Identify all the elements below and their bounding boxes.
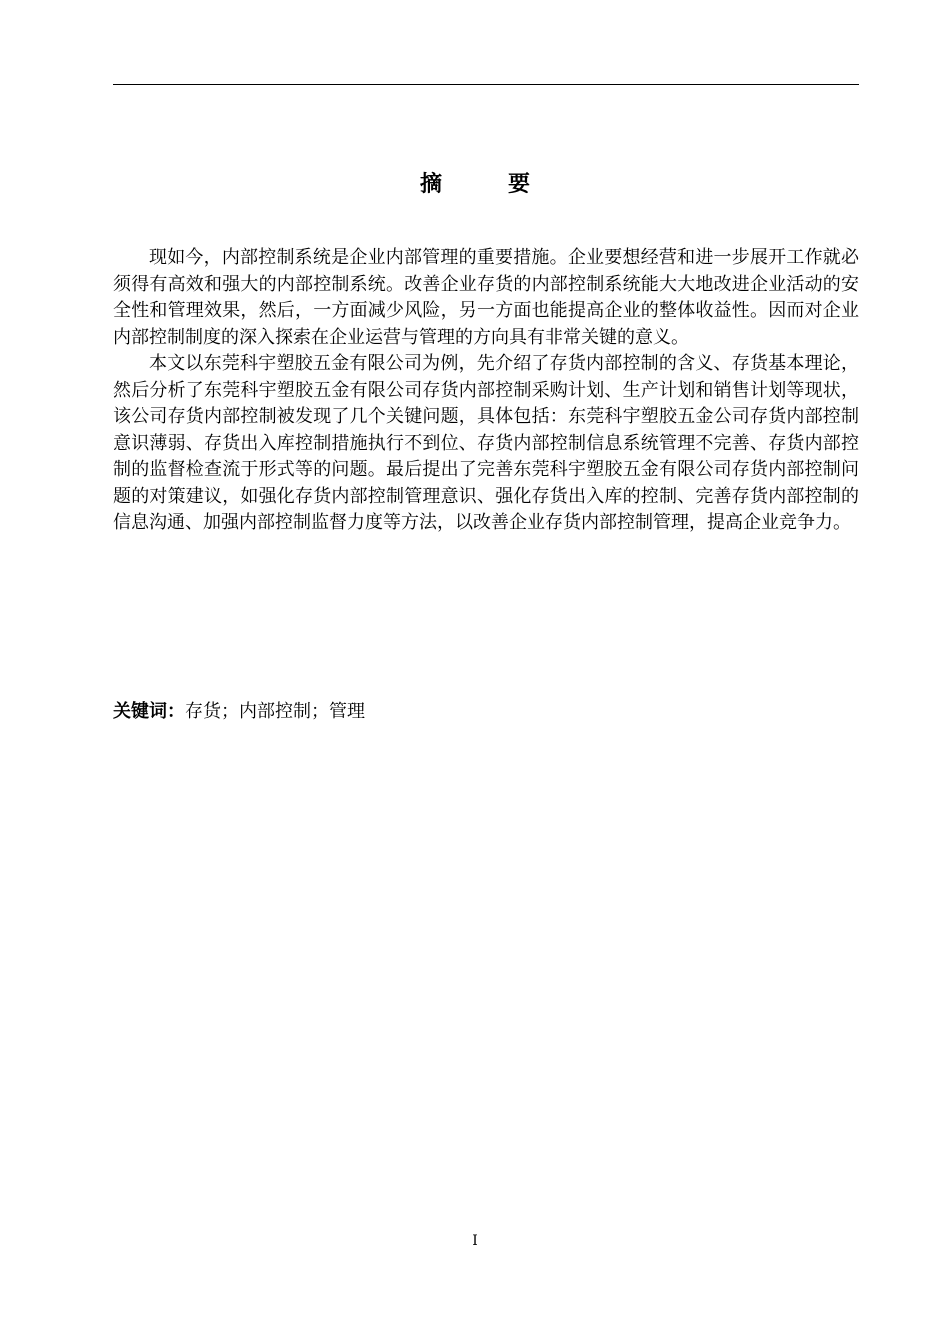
keywords-value: 存货；内部控制；管理 [185, 701, 365, 722]
abstract-title: 摘 要 [419, 172, 552, 197]
keywords-label: 关键词： [113, 701, 185, 722]
abstract-paragraph-2: 本文以东莞科宇塑胶五金有限公司为例，先介绍了存货内部控制的含义、存货基本理论，然后分析了东莞科宇塑胶五金有限公司存货内部控制采购计划、生产计划和销售计划等现状，该公司存货内部控制被发现了几个关键问题，具体包括：东莞科宇塑胶五金公司存货内部控制意识薄弱、存货出入库控制措施执行不到位、存货内部控制信息系统管理不完善、存货内部控制的监督检查流于形式等的问题。最后提出了完善东莞科宇塑胶五金有限公司存货内部控制问题的对策建议，如强化存货内部控制管理意识、强化存货出入库的控制、完善存货内部控制的信息沟通、加强内部控制监督力度等方法，以改善企业存货内部控制管理，提高企业竞争力。 [113, 353, 859, 533]
header-rule [113, 84, 859, 85]
abstract-body [113, 245, 859, 537]
page-number: I [472, 1233, 478, 1249]
abstract-paragraph-1: 现如今，内部控制系统是企业内部管理的重要措施。企业要想经营和进一步展开工作就必须得有高效和强大的内部控制系统。改善企业存货的内部控制系统能大大地改进企业活动的安全性和管理效果，然后，一方面减少风险，另一方面也能提高企业的整体收益性。因而对企业内部控制制度的深入探索在企业运营与管理的方向具有非常关键的意义。 [113, 247, 859, 348]
keywords-line [113, 698, 859, 726]
